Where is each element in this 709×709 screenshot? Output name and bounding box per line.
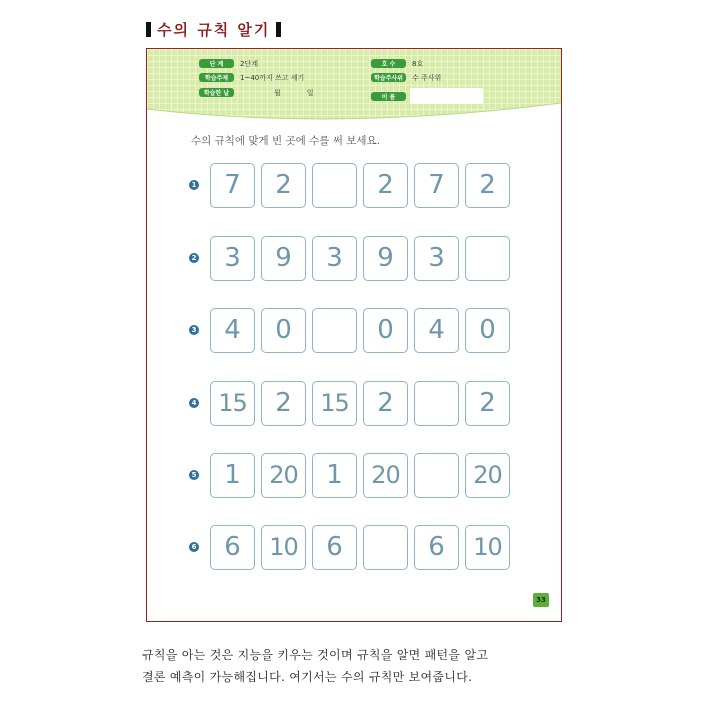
number-box: 20 bbox=[261, 453, 306, 498]
theme-label: 학습주사위 bbox=[371, 73, 406, 82]
number-cells bbox=[210, 163, 510, 208]
number-box: 2 bbox=[363, 163, 408, 208]
blank-answer-box[interactable] bbox=[414, 453, 459, 498]
number-cells bbox=[210, 381, 510, 426]
problem-number-badge: 5 bbox=[189, 470, 199, 480]
number-cells bbox=[210, 453, 510, 498]
issue-label: 호 수 bbox=[371, 59, 406, 68]
info-topic bbox=[199, 72, 304, 83]
number-box: 2 bbox=[363, 381, 408, 426]
caption-line-1: 규칙을 아는 것은 지능을 키우는 것이며 규칙을 알면 패턴을 알고 bbox=[142, 648, 489, 662]
number-box: 2 bbox=[465, 381, 510, 426]
problem-number-badge: 4 bbox=[189, 398, 199, 408]
topic-label: 학습주제 bbox=[199, 73, 234, 82]
number-box: 10 bbox=[261, 525, 306, 570]
number-box: 7 bbox=[210, 163, 255, 208]
name-input-box[interactable] bbox=[410, 88, 483, 104]
number-box: 3 bbox=[210, 236, 255, 281]
number-box: 6 bbox=[312, 525, 357, 570]
number-box: 4 bbox=[414, 308, 459, 353]
heading-right-bar bbox=[276, 22, 281, 37]
info-level bbox=[199, 58, 258, 69]
caption bbox=[142, 644, 488, 688]
problem-number-badge: 2 bbox=[189, 253, 199, 263]
info-date bbox=[199, 87, 314, 98]
problem-row bbox=[189, 161, 510, 209]
problem-row bbox=[189, 523, 510, 571]
number-box: 2 bbox=[465, 163, 510, 208]
number-box: 1 bbox=[312, 453, 357, 498]
info-name bbox=[371, 87, 483, 105]
blank-answer-box[interactable] bbox=[465, 236, 510, 281]
number-box: 10 bbox=[465, 525, 510, 570]
blank-answer-box[interactable] bbox=[312, 308, 357, 353]
section-heading bbox=[146, 18, 281, 40]
worksheet-page bbox=[146, 48, 562, 622]
problem-number-badge: 1 bbox=[189, 180, 199, 190]
header-wave bbox=[147, 101, 561, 127]
number-box: 0 bbox=[465, 308, 510, 353]
number-box: 2 bbox=[261, 163, 306, 208]
problem-row bbox=[189, 234, 510, 282]
heading-title: 수의 규칙 알기 bbox=[157, 20, 271, 39]
number-box: 2 bbox=[261, 381, 306, 426]
issue-value: 8호 bbox=[412, 59, 424, 68]
number-box: 7 bbox=[414, 163, 459, 208]
number-box: 20 bbox=[465, 453, 510, 498]
problem-number-badge: 3 bbox=[189, 325, 199, 335]
number-box: 3 bbox=[414, 236, 459, 281]
problem-row bbox=[189, 451, 510, 499]
number-box: 1 bbox=[210, 453, 255, 498]
number-cells bbox=[210, 236, 510, 281]
info-theme bbox=[371, 72, 441, 83]
level-label: 단 계 bbox=[199, 59, 234, 68]
number-box: 15 bbox=[312, 381, 357, 426]
number-box: 0 bbox=[261, 308, 306, 353]
instruction-text: 수의 규칙에 맞게 빈 곳에 수를 써 보세요. bbox=[191, 135, 380, 147]
caption-line-2: 결론 예측이 가능해집니다. 여기서는 수의 규칙만 보여줍니다. bbox=[142, 670, 473, 684]
problem-number-badge: 6 bbox=[189, 542, 199, 552]
problem-row bbox=[189, 306, 510, 354]
number-box: 20 bbox=[363, 453, 408, 498]
number-box: 9 bbox=[363, 236, 408, 281]
number-cells bbox=[210, 525, 510, 570]
number-box: 15 bbox=[210, 381, 255, 426]
date-label: 학습한 날 bbox=[199, 88, 234, 97]
day-label: 일 bbox=[306, 88, 314, 97]
blank-answer-box[interactable] bbox=[414, 381, 459, 426]
theme-value: 수 주사위 bbox=[412, 73, 442, 82]
number-box: 4 bbox=[210, 308, 255, 353]
name-label: 이 름 bbox=[371, 92, 406, 101]
problem-row bbox=[189, 379, 510, 427]
level-value: 2단계 bbox=[240, 59, 258, 68]
blank-answer-box[interactable] bbox=[312, 163, 357, 208]
blank-answer-box[interactable] bbox=[363, 525, 408, 570]
page-number: 33 bbox=[533, 593, 549, 607]
topic-value: 1~40까지 쓰고 세기 bbox=[240, 73, 305, 82]
number-cells bbox=[210, 308, 510, 353]
number-box: 6 bbox=[414, 525, 459, 570]
number-box: 6 bbox=[210, 525, 255, 570]
info-issue bbox=[371, 58, 423, 69]
number-box: 9 bbox=[261, 236, 306, 281]
number-box: 3 bbox=[312, 236, 357, 281]
month-label: 월 bbox=[274, 88, 281, 97]
heading-left-bar bbox=[146, 22, 151, 37]
number-box: 0 bbox=[363, 308, 408, 353]
